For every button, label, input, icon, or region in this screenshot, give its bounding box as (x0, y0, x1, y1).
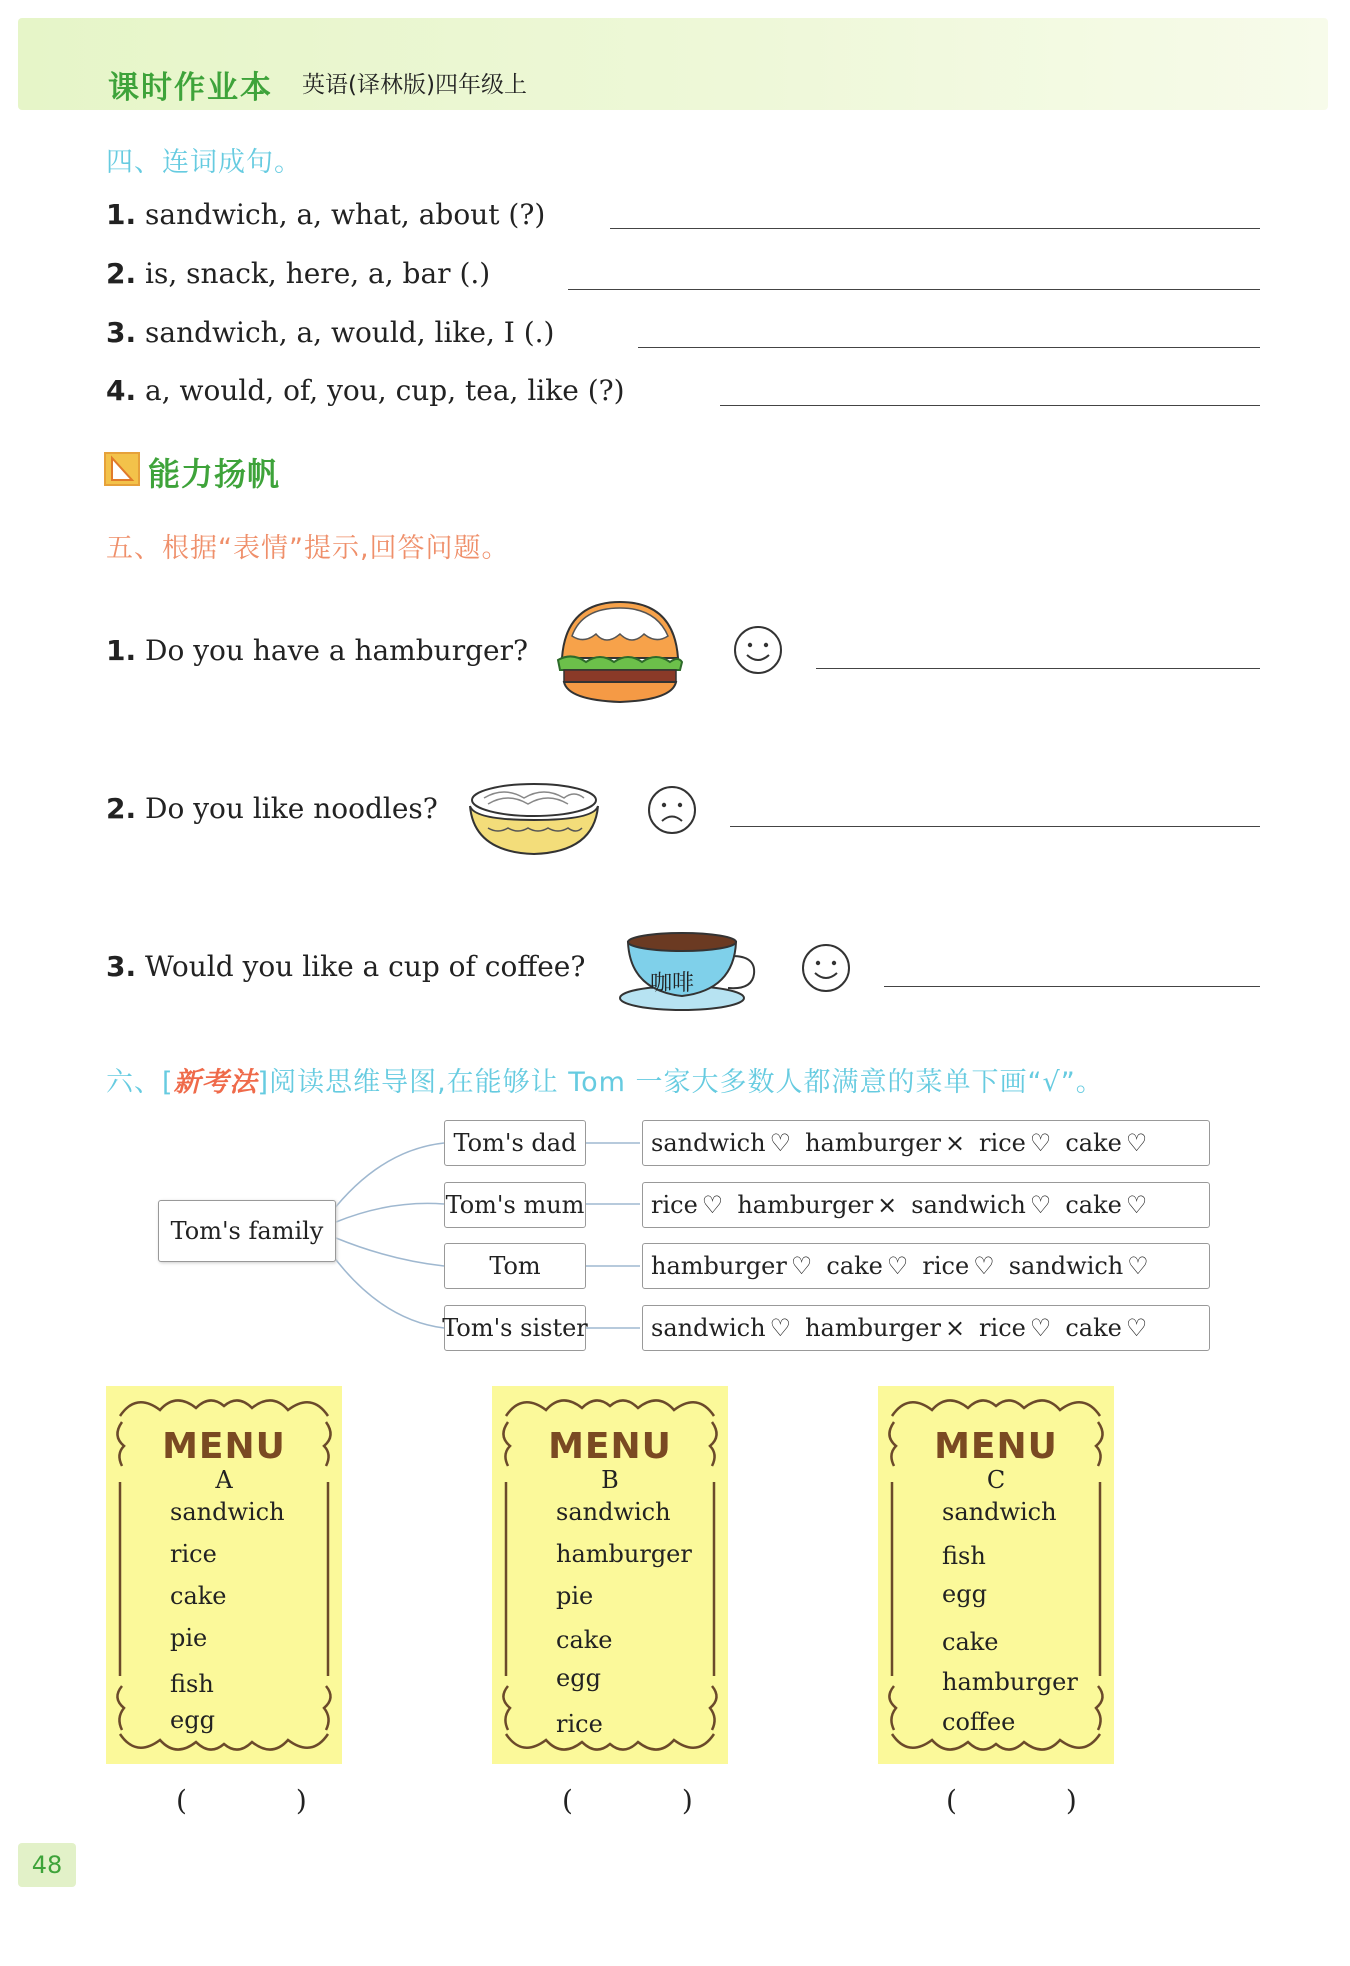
food-row-dad (642, 1120, 1210, 1166)
food-item: cake ♡ (1065, 1314, 1148, 1342)
food-item: cake ♡ (1065, 1129, 1148, 1157)
menu-item: sandwich (170, 1498, 285, 1526)
member-box-mum: Tom's mum (444, 1182, 586, 1228)
s5-text-2: Do you like noodles? (145, 792, 438, 825)
food-item: rice ♡ (979, 1129, 1052, 1157)
mindmap-root: Tom's family (158, 1200, 336, 1262)
section4-heading: 四、连词成句。 (106, 147, 302, 178)
like-heart-icon: ♡ (1029, 1191, 1052, 1219)
menu-item: rice (170, 1540, 217, 1568)
menu-item: sandwich (942, 1498, 1057, 1526)
food-item: cake ♡ (826, 1252, 909, 1280)
like-heart-icon: ♡ (1127, 1252, 1149, 1280)
coffee-cup-label: 咖啡 (650, 971, 695, 996)
answer-parentheses-b[interactable]: ( ) (562, 1784, 743, 1817)
food-item: sandwich ♡ (911, 1191, 1052, 1219)
food-row-tom (642, 1243, 1210, 1289)
like-heart-icon: ♡ (1029, 1129, 1052, 1157)
like-heart-icon: ♡ (1125, 1129, 1148, 1157)
menu-title: MENU (162, 1426, 286, 1467)
menu-item: pie (556, 1582, 594, 1610)
page-number: 48 (18, 1843, 76, 1887)
food-item: sandwich ♡ (651, 1314, 792, 1342)
like-heart-icon: ♡ (1125, 1314, 1148, 1342)
menu-item: hamburger (942, 1668, 1078, 1696)
like-heart-icon: ♡ (1029, 1314, 1052, 1342)
menu-item: egg (556, 1664, 601, 1692)
section-banner: 能力扬帆 (148, 455, 281, 493)
like-heart-icon: ♡ (701, 1191, 724, 1219)
menu-item: egg (170, 1706, 215, 1734)
section5-heading: 五、根据“表情”提示,回答问题。 (106, 533, 510, 564)
s4-text-2: is, snack, here, a, bar (.) (145, 257, 491, 290)
menu-letter: A (215, 1466, 233, 1494)
s4-text-1: sandwich, a, what, about (?) (145, 198, 546, 231)
menu-letter: C (986, 1466, 1006, 1494)
like-heart-icon: ♡ (973, 1252, 995, 1280)
menu-title: MENU (548, 1426, 672, 1467)
menu-item: coffee (942, 1708, 1016, 1736)
like-heart-icon: ♡ (886, 1252, 909, 1280)
food-item: hamburger × (805, 1129, 966, 1157)
s5-text-1: Do you have a hamburger? (145, 634, 528, 667)
menu-item: fish (942, 1542, 986, 1570)
menu-card-b (492, 1386, 728, 1764)
like-heart-icon: ♡ (1125, 1191, 1148, 1219)
food-item: rice ♡ (979, 1314, 1052, 1342)
s4-number-3: 3. (106, 316, 137, 349)
menu-item: pie (170, 1624, 208, 1652)
like-heart-icon: ♡ (769, 1129, 792, 1157)
s4-number-1: 1. (106, 198, 137, 231)
food-item: rice ♡ (922, 1252, 995, 1280)
member-box-sister: Tom's sister (444, 1305, 586, 1351)
menu-item: sandwich (556, 1498, 671, 1526)
menu-item: hamburger (556, 1540, 692, 1568)
s6-heading-prefix: 六、[ (106, 1067, 174, 1098)
dislike-cross-icon: × (944, 1314, 966, 1342)
food-item: hamburger × (805, 1314, 966, 1342)
member-box-dad: Tom's dad (444, 1120, 586, 1166)
member-box-tom: Tom (444, 1243, 586, 1289)
s4-number-4: 4. (106, 374, 137, 407)
answer-parentheses-a[interactable]: ( ) (176, 1784, 357, 1817)
menu-item: egg (942, 1580, 987, 1608)
answer-parentheses-c[interactable]: ( ) (946, 1784, 1127, 1817)
book-subtitle: 英语(译林版)四年级上 (302, 72, 527, 98)
menu-item: cake (942, 1628, 999, 1656)
dislike-cross-icon: × (944, 1129, 966, 1157)
food-item: sandwich ♡ (651, 1129, 792, 1157)
food-item: rice ♡ (651, 1191, 724, 1219)
food-item: sandwich ♡ (1008, 1252, 1149, 1280)
s5-number-1: 1. (106, 634, 137, 667)
food-item: cake ♡ (1065, 1191, 1148, 1219)
menu-item: rice (556, 1710, 603, 1738)
food-item: hamburger ♡ (651, 1252, 813, 1280)
s4-text-3: sandwich, a, would, like, I (.) (145, 316, 555, 349)
like-heart-icon: ♡ (769, 1314, 792, 1342)
new-method-tag: 新考法 (173, 1067, 258, 1098)
dislike-cross-icon: × (877, 1191, 898, 1219)
food-row-mum (642, 1182, 1210, 1228)
menu-item: cake (556, 1626, 613, 1654)
s4-text-4: a, would, of, you, cup, tea, like (?) (145, 374, 625, 407)
menu-item: cake (170, 1582, 227, 1610)
s5-number-2: 2. (106, 792, 137, 825)
like-heart-icon: ♡ (790, 1252, 813, 1280)
s5-number-3: 3. (106, 950, 137, 983)
s5-text-3: Would you like a cup of coffee? (145, 950, 586, 983)
menu-card-c (878, 1386, 1114, 1764)
menu-item: fish (170, 1670, 214, 1698)
s4-number-2: 2. (106, 257, 137, 290)
menu-title: MENU (934, 1426, 1058, 1467)
food-row-sister (642, 1305, 1210, 1351)
book-title: 课时作业本 (108, 70, 273, 106)
menu-letter: B (601, 1466, 619, 1494)
food-item: hamburger × (737, 1191, 898, 1219)
s6-heading-rest: ]阅读思维导图,在能够让 Tom 一家大多数人都满意的菜单下画“√”。 (257, 1067, 1104, 1098)
menu-card-a (106, 1386, 342, 1764)
